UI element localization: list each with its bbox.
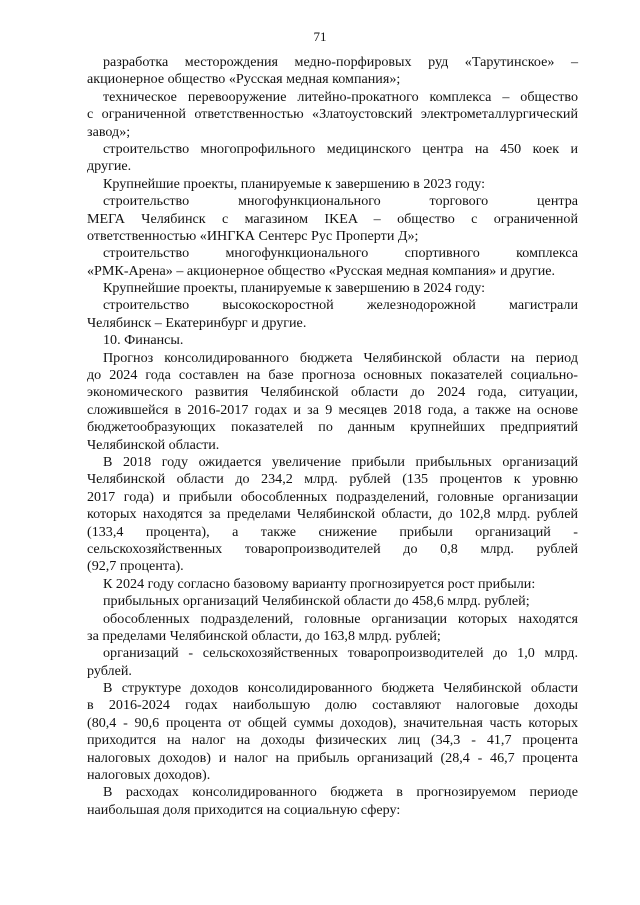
- text-line: завод»;: [87, 123, 131, 140]
- text-line: прибыльных организаций Челябинской области до 458,6 млрд. рублей;: [103, 593, 530, 610]
- text-line: строительство многопрофильного медицинского центра на 450 коек и: [103, 140, 578, 157]
- text-line: акционерное общество «Русская медная компания»;: [87, 71, 401, 88]
- text-line: «РМК-Арена» – акционерное общество «Русская медная компания» и другие.: [87, 262, 556, 279]
- text-line: Челябинской области.: [87, 436, 220, 453]
- page-number: 71: [313, 29, 327, 44]
- text-line: разработка месторождения медно-порфировых руд «Тарутинское» –: [103, 54, 578, 70]
- text-line: налоговых доходов) и налог на прибыль организаций (28,4 - 46,7 процента: [87, 749, 578, 766]
- text-line: ответственностью «ИНГКА Сентерс Рус Проперти Д»;: [87, 227, 419, 244]
- text-line: обособленных подразделений, головные организации которых находятся: [103, 610, 578, 627]
- text-line: В 2018 году ожидается увеличение прибыли прибыльных организаций: [103, 453, 578, 470]
- text-line: строительство многофункционального спортивного комплекса: [103, 245, 578, 262]
- text-line: экономического развития Челябинской области до 2024 года, ситуации,: [87, 384, 578, 401]
- text-line: Крупнейшие проекты, планируемые к завершению в 2024 году:: [103, 280, 486, 297]
- text-line: рублей.: [87, 662, 132, 679]
- text-line: строительство высокоскоростной железнодорожной магистрали: [103, 297, 578, 314]
- text-line: в 2016-2024 годах наибольшую долю составляют налоговые доходы: [87, 697, 578, 714]
- text-line: за пределами Челябинской области, до 163,8 млрд. рублей;: [87, 627, 441, 644]
- text-line: 2017 года) и прибыли обособленных подразделений, головные организации: [87, 488, 578, 505]
- text-line: Крупнейшие проекты, планируемые к завершению в 2023 году:: [103, 175, 486, 192]
- text-line: К 2024 году согласно базовому варианту прогнозируется рост прибыли:: [103, 575, 536, 592]
- text-line: В структуре доходов консолидированного бюджета Челябинской области: [103, 680, 578, 697]
- text-line: (80,4 - 90,6 процента от общей суммы доходов), значительная часть которых: [87, 714, 578, 731]
- text-line: Челябинской области до 234,2 млрд. рублей (135 процентов к уровню: [87, 471, 578, 488]
- text-line: В расходах консолидированного бюджета в прогнозируемом периоде: [103, 784, 578, 801]
- text-line: с ограниченной ответственностью «Златоустовский электрометаллургический: [87, 106, 578, 123]
- text-line: Прогноз консолидированного бюджета Челябинской области на период: [103, 349, 578, 366]
- text-line: налоговых доходов).: [87, 767, 211, 784]
- text-line: (92,7 процента).: [87, 558, 184, 575]
- text-line: Челябинск – Екатеринбург и другие.: [87, 314, 307, 331]
- text-line: сложившейся в 2016-2017 годах и за 9 месяцев 2018 года, а также на основе: [87, 401, 578, 418]
- document-body: [87, 54, 578, 819]
- text-line: которых находятся за пределами Челябинской области, до 102,8 млрд. рублей: [87, 506, 578, 523]
- text-line: до 2024 года составлен на базе прогноза основных показателей социально-: [87, 367, 578, 384]
- text-line: наибольшая доля приходится на социальную сферу:: [87, 801, 401, 818]
- text-line: другие.: [87, 158, 132, 175]
- text-line: 10. Финансы.: [103, 332, 184, 349]
- text-line: (133,4 процента), а также снижение прибыли организаций -: [87, 523, 578, 540]
- text-line: бюджетообразующих показателей по данным крупнейших предприятий: [87, 419, 578, 436]
- text-line: сельскохозяйственных товаропроизводителей до 0,8 млрд. рублей: [87, 540, 578, 557]
- text-line: строительство многофункционального торгового центра: [103, 193, 578, 210]
- text-line: МЕГА Челябинск с магазином IKEA – общество с ограниченной: [87, 210, 578, 227]
- text-line: приходится на налог на доходы физических лиц (34,3 - 41,7 процента: [87, 732, 578, 749]
- text-line: техническое перевооружение литейно-прокатного комплекса – общество: [103, 88, 578, 105]
- text-line: организаций - сельскохозяйственных товаропроизводителей до 1,0 млрд.: [103, 645, 578, 662]
